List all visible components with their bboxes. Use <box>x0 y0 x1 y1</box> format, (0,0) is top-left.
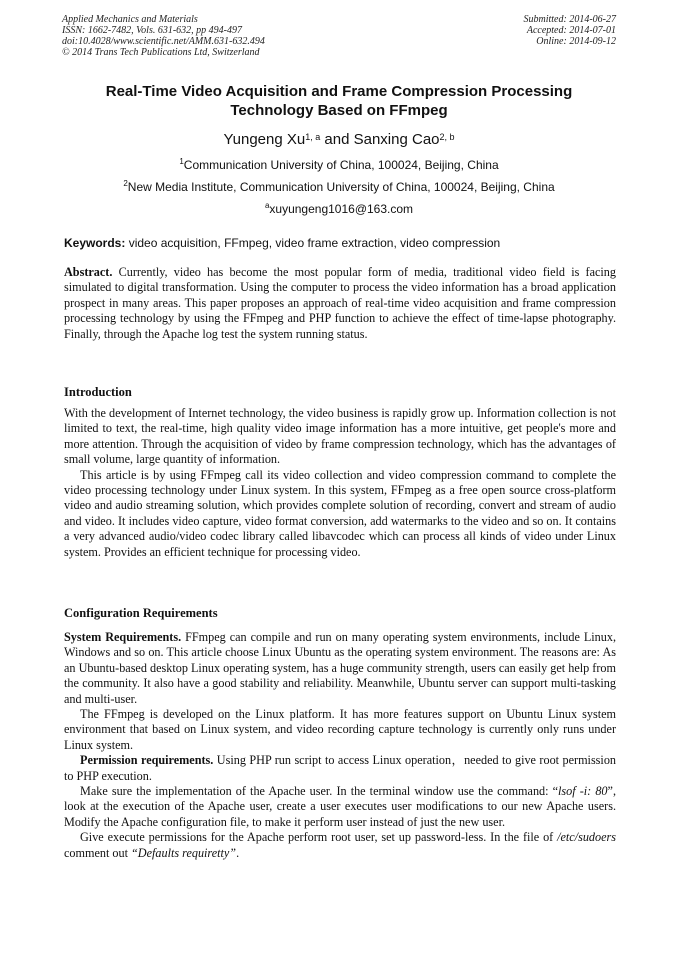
configuration-section <box>64 630 620 861</box>
affiliation-2 <box>40 180 638 194</box>
config-paragraph-5 <box>64 830 620 861</box>
issn-line: ISSN: 1662-7482, Vols. 631-632, pp 494-497 <box>62 25 242 36</box>
author-1: Yungeng Xu <box>223 131 306 148</box>
p5-text-c: . <box>236 845 240 860</box>
abstract-label: Abstract. <box>64 265 113 279</box>
author-2: Sanxing Cao <box>353 131 440 148</box>
author-connector: and <box>320 131 354 148</box>
keywords-label: Keywords: <box>64 236 126 250</box>
sysreq-paragraph <box>64 630 616 707</box>
intro-paragraph-1: With the development of Internet technology, the video business is rapidly grow up. Information collection is not limited to text, the real-time, high quality video image information has a more intuitive, get people's more and more attention. Through the acquisition of video by frame compression technology, which has the advantages of small volume, large quantity of information. <box>64 406 616 467</box>
paper-title <box>40 82 638 120</box>
config-paragraph-4 <box>64 784 616 830</box>
submitted-date: Submitted: 2014-06-27 <box>523 14 616 25</box>
configuration-heading: Configuration Requirements <box>64 606 218 620</box>
p5-text-b: comment out <box>64 830 620 860</box>
permission-paragraph <box>64 753 616 784</box>
config-paragraph-2: The FFmpeg is developed on the Linux platform. It has more features support on Ubuntu Linux system environment that based on Linux system, and video recording capture technology is currently only runs under Linux system. <box>64 707 616 752</box>
keywords <box>64 236 616 250</box>
defaults-quote: “Defaults requiretty” <box>131 845 237 860</box>
dates-info <box>524 14 617 47</box>
p5-text-a: Give execute permissions for the Apache perform root user, set up password-less. In the file of <box>80 830 558 845</box>
sysreq-text: FFmpeg can compile and run on many operating system environments, include Linux, Windows and so on. This article choose Linux Ubuntu as the operating system environment. The reasons are: As an Ubuntu-based desktop Linux operating system, has a huge community strength, users can easily get help from the community. It also have a good stability and reliability. Meanwhile, Ubuntu server can support multi-tasking and multi-user. <box>64 630 616 706</box>
author-1-marker: 1, a <box>305 132 321 142</box>
copyright-line: © 2014 Trans Tech Publications Ltd, Switzerland <box>62 47 260 58</box>
lsof-command: lsof -i: 80 <box>558 784 608 799</box>
intro-paragraph-2: This article is by using FFmpeg call its video collection and video compression command to complete the video processing technology under Linux system. In this system, FFmpeg as a free open source cross-platform video and audio streaming solution, which provides complete solution of recording, convert and stream of audio and video. It includes video capture, video format conversion, add watermarks to the video and so on. It contains a very advanced audio/video codec library called libavcodec which can process all kinds of video under Linux system. Provides an efficient technique for processing video. <box>64 467 616 559</box>
online-date: Online: 2014-09-12 <box>536 36 616 47</box>
title-line-2: Technology Based on FFmpeg <box>230 102 448 119</box>
affiliation-1-marker: 1 <box>179 157 184 166</box>
journal-name: Applied Mechanics and Materials <box>62 14 198 25</box>
affiliation-2-marker: 2 <box>123 179 128 188</box>
journal-info <box>62 14 265 58</box>
authors <box>40 131 638 149</box>
permission-label: Permission requirements. <box>80 753 214 768</box>
author-email <box>40 202 638 216</box>
p4-text-b: ”, look at the execution of the Apache user, create a user executes user modifications to our new Apache users. Modify the Apache configuration file, to make it perform user instead of just the new user. <box>64 784 616 829</box>
affiliation-2-text: New Media Institute, Communication University of China, 100024, Beijing, China <box>127 180 555 194</box>
doi-line: doi:10.4028/www.scientific.net/AMM.631-632.494 <box>62 36 265 47</box>
p4-text-a: Make sure the implementation of the Apache user. In the terminal window use the command: “ <box>80 784 559 799</box>
permission-text: Using PHP run script to access Linux operation，needed to give root permission to PHP execution. <box>64 753 617 783</box>
sudoers-path: /etc/sudoers <box>557 830 616 845</box>
affiliation-1 <box>40 158 638 172</box>
introduction-heading: Introduction <box>64 385 132 399</box>
abstract-text: Currently, video has become the most popular form of media, traditional video field is facing simulated to digital transformation. Using the computer to process the video information has a broad application prospect in many areas. This paper proposes an approach of real-time video acquisition and frame compression processing technology by using the FFmpeg and PHP function to achieve the effect of time-lapse photography. Finally, through the Apache log test the system running status. <box>64 265 616 341</box>
title-line-1: Real-Time Video Acquisition and Frame Compression Processing <box>105 83 573 100</box>
author-2-marker: 2, b <box>439 132 455 142</box>
email-text: xuyungeng1016@163.com <box>269 202 414 216</box>
accepted-date: Accepted: 2014-07-01 <box>526 25 616 36</box>
introduction-section <box>64 406 616 560</box>
keywords-text: video acquisition, FFmpeg, video frame extraction, video compression <box>125 236 501 250</box>
affiliation-1-text: Communication University of China, 100024, Beijing, China <box>183 158 499 172</box>
email-marker: a <box>264 201 270 210</box>
abstract <box>64 265 616 342</box>
sysreq-label: System Requirements. <box>64 630 182 644</box>
